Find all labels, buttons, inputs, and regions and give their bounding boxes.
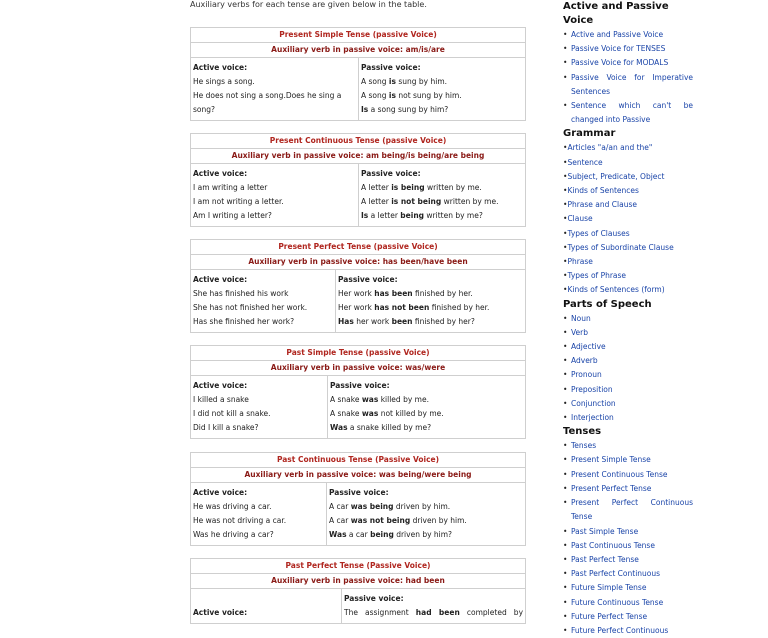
table-aux-verb: Auxiliary verb in passive voice: had been	[191, 574, 525, 589]
passive-label: Passive voice:	[344, 594, 404, 603]
sidebar-link-text[interactable]: Conjunction	[571, 398, 616, 408]
table-aux-verb: Auxiliary verb in passive voice: am being/is being/are being	[191, 149, 525, 164]
sentence-fragment: A letter	[361, 183, 392, 192]
sentence-fragment: A letter	[361, 197, 392, 206]
sidebar-link[interactable]	[563, 71, 693, 99]
active-label: Active voice:	[193, 169, 248, 178]
auxiliary-verb: was being	[350, 502, 394, 511]
sidebar-link[interactable]	[563, 28, 693, 42]
passive-column	[328, 376, 525, 438]
sidebar-link-text[interactable]: Present Continuous Tense	[571, 469, 668, 479]
tense-table	[190, 345, 526, 439]
sidebar-link[interactable]	[563, 411, 693, 425]
table-body	[191, 483, 525, 545]
auxiliary-verb: Is	[361, 105, 369, 114]
sidebar-link[interactable]	[563, 581, 693, 595]
sidebar-link-line[interactable]: Tense	[571, 512, 593, 522]
passive-sentence	[330, 407, 523, 421]
sidebar-link-line[interactable]: • Sentence which can't be	[571, 101, 693, 111]
auxiliary-verb: is not being	[391, 197, 442, 206]
sidebar-link[interactable]	[563, 312, 693, 326]
passive-sentence	[329, 500, 523, 514]
tense-table	[190, 27, 526, 121]
sentence-fragment: Her work	[338, 303, 375, 312]
sidebar-link-text[interactable]: Future Perfect Tense	[571, 611, 648, 621]
sidebar-link[interactable]	[563, 397, 693, 411]
sidebar-link[interactable]	[563, 439, 693, 453]
sentence-fragment: driven by him.	[393, 502, 451, 511]
sidebar-heading: Active and Passive Voice	[563, 1, 669, 26]
sidebar-link[interactable]	[563, 198, 693, 212]
sentence-fragment: not killed by me.	[378, 409, 444, 418]
sidebar-link[interactable]	[563, 156, 693, 170]
sentence-fragment: killed by me.	[378, 395, 429, 404]
passive-label: Passive voice:	[329, 488, 389, 497]
sidebar-heading: Parts of Speech	[563, 298, 652, 310]
active-sentence: I am writing a letter	[193, 183, 268, 192]
auxiliary-verb: is being	[391, 183, 425, 192]
sentence-fragment: written by me?	[424, 211, 483, 220]
sidebar-link-text[interactable]: Future Perfect Continuous	[571, 625, 669, 635]
sidebar-link-text[interactable]: Future Continuous Tense	[571, 597, 664, 607]
sentence-fragment: A snake	[330, 395, 362, 404]
passive-column	[342, 589, 525, 623]
table-body	[191, 376, 525, 438]
sidebar-link-text[interactable]: Active and Passive Voice	[571, 30, 664, 39]
active-column	[191, 270, 336, 332]
active-sentence: He was not driving a car.	[193, 516, 287, 525]
sentence-fragment: A car	[329, 516, 351, 525]
table-body	[191, 164, 525, 226]
sidebar-link-text[interactable]: Preposition	[571, 384, 613, 394]
passive-sentence	[361, 89, 523, 103]
sidebar-link[interactable]	[563, 99, 693, 127]
sidebar-heading: Grammar	[563, 128, 616, 140]
active-sentence: Was he driving a car?	[193, 530, 274, 539]
sidebar-link[interactable]	[563, 340, 693, 354]
tense-table	[190, 452, 526, 546]
sidebar-link[interactable]	[563, 453, 693, 467]
sentence-fragment: A car	[329, 502, 351, 511]
sidebar-link[interactable]	[563, 567, 693, 581]
table-aux-verb: Auxiliary verb in passive voice: was being/were being	[191, 468, 525, 483]
sidebar-link[interactable]	[563, 269, 693, 283]
sidebar-link[interactable]	[563, 553, 693, 567]
sidebar-link[interactable]	[563, 326, 693, 340]
auxiliary-verb: being	[400, 211, 425, 220]
sentence-fragment: A snake	[330, 409, 362, 418]
sidebar-link-text[interactable]: Subject, Predicate, Object	[567, 171, 665, 181]
auxiliary-verb: is	[388, 91, 396, 100]
sidebar-link-text[interactable]: Present Simple Tense	[571, 455, 651, 465]
passive-column	[336, 270, 525, 332]
table-aux-verb: Auxiliary verb in passive voice: was/were	[191, 361, 525, 376]
sentence-fragment: a letter	[368, 211, 401, 220]
sidebar-link-text[interactable]: Kinds of Sentences (form)	[567, 285, 665, 295]
sidebar-link-text[interactable]: Verb	[571, 327, 589, 337]
tense-table	[190, 239, 526, 333]
active-sentence: He does not sing a song.Does he sing a	[193, 91, 342, 100]
sidebar-link[interactable]	[563, 227, 693, 241]
passive-sentence	[344, 606, 523, 620]
sidebar-link[interactable]	[563, 610, 693, 624]
sentence-fragment: A song	[361, 91, 389, 100]
sentence-fragment: driven by him.	[410, 516, 467, 525]
active-column	[191, 58, 359, 120]
active-sentence: I did not kill a snake.	[193, 409, 271, 418]
auxiliary-verb: Has	[338, 317, 354, 326]
passive-sentence	[338, 315, 523, 329]
sidebar-link-line[interactable]: changed into Passive	[571, 115, 651, 125]
auxiliary-verb: had been	[415, 608, 460, 617]
table-title: Past Simple Tense (passive Voice)	[191, 346, 525, 361]
tense-table	[190, 133, 526, 227]
active-column	[191, 164, 359, 226]
sentence-fragment: a snake killed by me?	[347, 423, 432, 432]
sidebar-link-text[interactable]: Passive Voice for MODALS	[571, 58, 669, 68]
active-label: Active voice:	[193, 381, 248, 390]
passive-column	[359, 164, 525, 226]
passive-sentence	[361, 195, 523, 209]
sidebar-link-text[interactable]: Past Continuous Tense	[571, 540, 655, 550]
sidebar-link-text[interactable]: Present Perfect Tense	[571, 483, 652, 493]
passive-column	[327, 483, 525, 545]
auxiliary-verb: Was	[329, 530, 347, 539]
passive-sentence	[330, 421, 523, 435]
sidebar-link-text[interactable]: Adverb	[571, 356, 598, 366]
sidebar-link[interactable]	[563, 241, 693, 255]
sentence-fragment: her work	[353, 317, 392, 326]
passive-column	[359, 58, 525, 120]
passive-sentence	[361, 181, 523, 195]
active-sentence: He sings a song.	[193, 77, 255, 86]
sidebar-link-text[interactable]: Articles "a/an and the"	[567, 143, 653, 153]
passive-sentence	[338, 287, 523, 301]
sidebar-link-text[interactable]: Phrase	[567, 257, 593, 267]
passive-label: Passive voice:	[361, 169, 421, 178]
table-body	[191, 270, 525, 332]
table-title: Present Perfect Tense (passive Voice)	[191, 240, 525, 255]
table-title: Past Continuous Tense (Passive Voice)	[191, 453, 525, 468]
active-sentence: I killed a snake	[193, 395, 249, 404]
sentence-fragment: written by me.	[424, 183, 482, 192]
sidebar-link-text[interactable]: Interjection	[571, 413, 614, 423]
sentence-fragment: A song	[361, 77, 389, 86]
sidebar-link[interactable]	[563, 539, 693, 553]
intro-text: Auxiliary verbs for each tense are given below in the table.	[190, 0, 427, 9]
sidebar-heading: Tenses	[563, 426, 602, 438]
sentence-fragment: written by me.	[441, 197, 499, 206]
sidebar-link-line[interactable]: • Passive Voice for Imperative	[571, 72, 693, 82]
table-body	[191, 589, 525, 623]
active-sentence: He was driving a car.	[193, 502, 272, 511]
sidebar-link[interactable]	[563, 354, 693, 368]
sidebar-link[interactable]	[563, 56, 693, 70]
sidebar-link-text[interactable]: Types of Clauses	[567, 228, 630, 238]
table-body	[191, 58, 525, 120]
sentence-fragment: driven by him?	[393, 530, 453, 539]
auxiliary-verb: was not being	[350, 516, 411, 525]
sidebar-link[interactable]	[563, 184, 693, 198]
sidebar-link[interactable]	[563, 383, 693, 397]
active-sentence: She has not finished her work.	[193, 303, 308, 312]
sidebar-link[interactable]	[563, 212, 693, 226]
sidebar-link[interactable]	[563, 596, 693, 610]
active-label: Active voice:	[193, 488, 248, 497]
auxiliary-verb: being	[370, 530, 394, 539]
passive-label: Passive voice:	[338, 275, 398, 284]
sidebar-link-text[interactable]: Past Perfect Continuous	[571, 569, 661, 579]
active-sentence: She has finished his work	[193, 289, 289, 298]
auxiliary-verb: is	[388, 77, 396, 86]
sidebar-link[interactable]	[563, 170, 693, 184]
sidebar	[563, 0, 693, 638]
table-aux-verb: Auxiliary verb in passive voice: has been/have been	[191, 255, 525, 270]
sentence-fragment: finished by her.	[429, 303, 490, 312]
sidebar-link-text[interactable]: Types of Subordinate Clause	[567, 242, 674, 252]
sidebar-link-text[interactable]: Types of Phrase	[567, 271, 627, 281]
sidebar-list	[563, 312, 693, 426]
active-sentence: Did I kill a snake?	[193, 423, 259, 432]
sidebar-list	[563, 28, 693, 127]
active-sentence: song?	[193, 105, 215, 114]
active-column	[191, 483, 327, 545]
table-aux-verb: Auxiliary verb in passive voice: am/is/are	[191, 43, 525, 58]
active-sentence: I am not writing a letter.	[193, 197, 284, 206]
sentence-fragment: finished by her.	[412, 289, 473, 298]
sidebar-link-text[interactable]: Past Simple Tense	[571, 526, 639, 536]
tense-table	[190, 558, 526, 624]
auxiliary-verb: been	[391, 317, 413, 326]
table-title: Present Continuous Tense (passive Voice)	[191, 134, 525, 149]
active-label: Active voice:	[193, 608, 248, 617]
auxiliary-verb: was	[361, 409, 379, 418]
sentence-fragment: a car	[346, 530, 371, 539]
auxiliary-verb: has been	[374, 289, 413, 298]
sentence-fragment: finished by her?	[412, 317, 475, 326]
sentence-fragment: completed by	[459, 608, 524, 617]
sidebar-link[interactable]	[563, 141, 693, 155]
active-column	[191, 589, 342, 623]
sidebar-list	[563, 141, 693, 297]
passive-sentence	[330, 393, 523, 407]
sidebar-list	[563, 439, 693, 638]
active-column	[191, 376, 328, 438]
table-title: Past Perfect Tense (Passive Voice)	[191, 559, 525, 574]
auxiliary-verb: Is	[361, 211, 369, 220]
sidebar-link-text[interactable]: Passive Voice for TENSES	[571, 44, 666, 54]
sentence-fragment: sung by him.	[395, 77, 448, 86]
sidebar-link-text[interactable]: Kinds of Sentences	[567, 186, 639, 196]
sidebar-link[interactable]	[563, 283, 693, 297]
auxiliary-verb: has not been	[374, 303, 430, 312]
sidebar-link[interactable]	[563, 255, 693, 269]
sidebar-link[interactable]	[563, 468, 693, 482]
sidebar-link[interactable]	[563, 496, 693, 524]
sidebar-link[interactable]	[563, 624, 693, 638]
auxiliary-verb: was	[361, 395, 379, 404]
sidebar-link-line[interactable]: • Present Perfect Continuous	[571, 498, 693, 508]
sidebar-link-text[interactable]: Adjective	[571, 342, 606, 352]
table-title: Present Simple Tense (passive Voice)	[191, 28, 525, 43]
sidebar-link[interactable]	[563, 42, 693, 56]
sidebar-link-text[interactable]: Past Perfect Tense	[571, 554, 639, 564]
auxiliary-verb: Was	[330, 423, 348, 432]
active-label: Active voice:	[193, 63, 248, 72]
passive-sentence	[361, 209, 523, 223]
sidebar-link-text[interactable]: Sentence	[567, 157, 603, 167]
sidebar-link-text[interactable]: Tenses	[571, 441, 597, 451]
sentence-fragment: a song sung by him?	[368, 105, 449, 114]
sidebar-link[interactable]	[563, 482, 693, 496]
sidebar-link-text[interactable]: Pronoun	[571, 370, 602, 380]
sidebar-link-text[interactable]: Future Simple Tense	[571, 583, 647, 593]
sidebar-link[interactable]	[563, 368, 693, 382]
active-label: Active voice:	[193, 275, 248, 284]
sidebar-link-text[interactable]: Clause	[567, 214, 593, 224]
active-sentence: Am I writing a letter?	[193, 211, 272, 220]
sidebar-link-line[interactable]: Sentences	[571, 86, 611, 96]
passive-sentence	[329, 528, 523, 542]
sentence-fragment: not sung by him.	[395, 91, 462, 100]
sentence-fragment: The assignment	[344, 608, 416, 617]
sidebar-link[interactable]	[563, 525, 693, 539]
sidebar-link-text[interactable]: Noun	[571, 313, 591, 323]
active-sentence: Has she finished her work?	[193, 317, 295, 326]
passive-sentence	[361, 103, 523, 117]
passive-label: Passive voice:	[330, 381, 390, 390]
passive-sentence	[361, 75, 523, 89]
passive-sentence	[338, 301, 523, 315]
passive-label: Passive voice:	[361, 63, 421, 72]
sidebar-link-text[interactable]: Phrase and Clause	[567, 200, 637, 210]
passive-sentence	[329, 514, 523, 528]
sentence-fragment: Her work	[338, 289, 375, 298]
